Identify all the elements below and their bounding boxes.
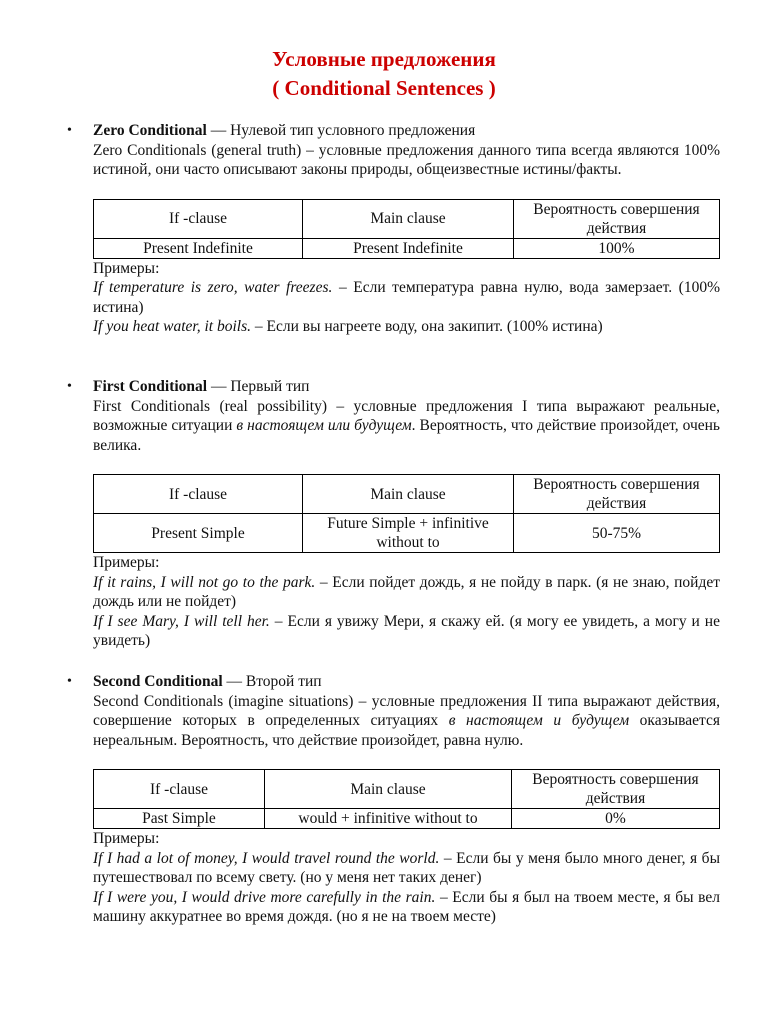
heading-rest: — Второй тип bbox=[222, 673, 322, 690]
table-cell: 0% bbox=[512, 809, 720, 829]
desc-italic: в настоящем или будущем bbox=[236, 417, 412, 434]
table-header-cell: Вероятность совершения действия bbox=[514, 199, 720, 238]
conditional-table bbox=[93, 474, 720, 553]
section-zero-conditional bbox=[67, 121, 721, 337]
examples-label: Примеры: bbox=[93, 830, 160, 847]
desc-part: оказывается нереальным. Вероятность, что действие произойдет, равна нулю. bbox=[93, 712, 720, 749]
desc-part: Second Conditionals (imagine situations) – условные предложения II типа выражают действия, совершение которых в определенных ситуациях bbox=[93, 692, 720, 729]
table-cell: Present Simple bbox=[94, 514, 303, 553]
example-en: If I were you, I would drive more carefully in the rain. bbox=[93, 888, 436, 906]
example-en: If you heat water, it boils. bbox=[93, 318, 252, 335]
heading-bold: First Conditional bbox=[93, 378, 208, 395]
example-ru: – Если бы у меня было много денег, я бы путешествовал по всему свету. (но у меня нет таких денег) bbox=[93, 849, 720, 886]
table-header-cell: Main clause bbox=[303, 199, 514, 238]
conditional-table bbox=[93, 769, 720, 829]
desc-part: First Conditionals (real possibility) – условные предложения I типа выражают реальные, возможные ситуации bbox=[93, 397, 720, 434]
table-header-cell: Вероятность совершения действия bbox=[514, 475, 720, 514]
table-cell: Future Simple + infinitive without to bbox=[303, 514, 514, 553]
title-line-en: ( Conditional Sentences ) bbox=[272, 76, 496, 100]
section-heading bbox=[93, 121, 720, 141]
table-cell: Present Indefinite bbox=[303, 238, 514, 258]
example-ru: – Если я увижу Мери, я скажу ей. (я могу ее увидеть, а могу и не увидеть) bbox=[93, 612, 720, 649]
example bbox=[93, 849, 720, 888]
conditional-table bbox=[93, 199, 720, 259]
examples-label: Примеры: bbox=[93, 259, 160, 277]
example bbox=[93, 278, 720, 317]
examples-label: Примеры: bbox=[93, 554, 160, 571]
table-cell: Present Indefinite bbox=[94, 238, 303, 258]
bullet-icon: • bbox=[67, 379, 72, 394]
bullet-icon: • bbox=[67, 123, 72, 138]
example-en: If I had a lot of money, I would travel round the world. bbox=[93, 849, 440, 867]
table-header-cell: If -clause bbox=[94, 770, 265, 809]
example-en: If it rains, I will not go to the park. bbox=[93, 573, 316, 591]
table-header-cell: If -clause bbox=[94, 475, 303, 514]
example-ru: – Если вы нагреете воду, она закипит. (100% истина) bbox=[251, 318, 603, 335]
example-ru: – Если температура равна нулю, вода замерзает. (100% истина) bbox=[93, 279, 721, 316]
bullet-icon: • bbox=[67, 674, 72, 689]
example bbox=[93, 317, 720, 337]
example-en: If I see Mary, I will tell her. bbox=[93, 612, 270, 630]
heading-bold: Second Conditional bbox=[93, 673, 223, 690]
heading-bold: Zero Conditional bbox=[93, 122, 207, 139]
table-header-cell: If -clause bbox=[94, 199, 303, 238]
section-description: Zero Conditionals (general truth) – условные предложения данного типа всегда являются 100% истиной, они часто описывают законы природы, общеизвестные истины/факты. bbox=[93, 141, 720, 178]
table-cell: 50-75% bbox=[514, 514, 720, 553]
example-ru: – Если пойдет дождь, я не пойду в парк. (я не знаю, пойдет дождь или не пойдет) bbox=[93, 573, 720, 610]
heading-rest: — Нулевой тип условного предложения bbox=[206, 122, 476, 139]
table-cell: Past Simple bbox=[94, 809, 265, 829]
page-title bbox=[0, 45, 768, 103]
title-line-ru: Условные предложения bbox=[272, 47, 496, 71]
table-cell: would + infinitive without to bbox=[265, 809, 512, 829]
heading-rest: — Первый тип bbox=[207, 378, 310, 395]
section-second-conditional bbox=[67, 672, 721, 927]
section-heading bbox=[93, 672, 720, 692]
example bbox=[93, 573, 720, 612]
section-description bbox=[93, 692, 720, 751]
table-header-cell: Main clause bbox=[303, 475, 514, 514]
table-header-cell: Main clause bbox=[265, 770, 512, 809]
example bbox=[93, 888, 720, 927]
section-first-conditional bbox=[67, 377, 721, 651]
table-cell: 100% bbox=[514, 238, 720, 258]
section-heading bbox=[93, 377, 720, 397]
example-ru: – Если бы я был на твоем месте, я бы вел машину аккуратнее во время дождя. (но я не на твоем месте) bbox=[93, 888, 721, 925]
section-description bbox=[93, 397, 720, 456]
example bbox=[93, 612, 720, 651]
example-en: If temperature is zero, water freezes. bbox=[93, 279, 333, 296]
table-header-cell: Вероятность совершения действия bbox=[512, 770, 720, 809]
desc-italic: в настоящем и будущем bbox=[448, 712, 630, 729]
desc-part: . Вероятность, что действие произойдет, очень велика. bbox=[93, 417, 721, 454]
